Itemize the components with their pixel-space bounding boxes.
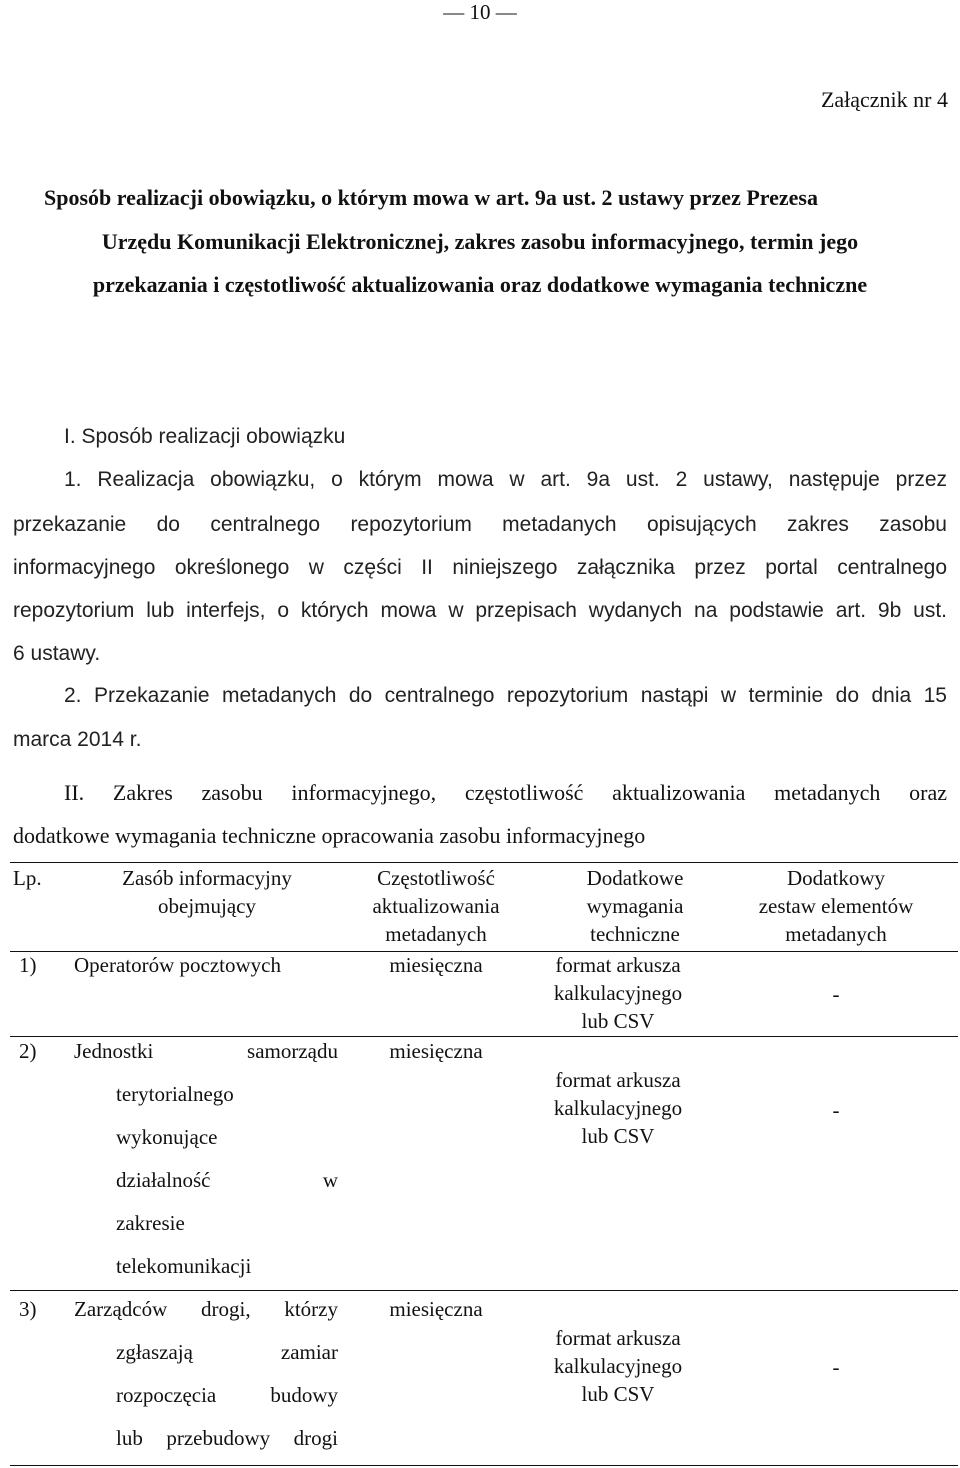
section-1-para-1-line-1: 1. Realizacja obowiązku, o którym mowa w art. 9a ust. 2 ustawy, następuje przez <box>64 468 947 491</box>
header-lp: Lp. <box>13 866 42 890</box>
section-2-heading-line-1: II. Zakres zasobu informacyjnego, częstotliwość aktualizowania metadanych oraz <box>64 780 947 805</box>
section-1-heading: I. Sposób realizacji obowiązku <box>64 425 346 448</box>
row-1-elements: - <box>832 982 840 1006</box>
row-3-requirements: format arkusza kalkulacyjnego lub CSV <box>553 1326 683 1406</box>
section-1-para-1-line-4: repozytorium lub interfejs, o których mowa w przepisach wydanych na podstawie art. 9b ust. <box>13 599 947 622</box>
header-elements: Dodatkowy zestaw elementów metadanych <box>758 866 914 946</box>
header-requirements: Dodatkowe wymagania techniczne <box>586 866 684 946</box>
section-1-para-2-line-2: marca 2014 r. <box>13 728 142 751</box>
section-1-para-1-line-5: 6 ustawy. <box>13 642 101 665</box>
row-1-frequency: miesięczna <box>389 953 483 977</box>
row-3-resource-cont: zgłaszają zamiar rozpoczęcia budowy lub przebudowy drogi <box>116 1340 338 1450</box>
row-3-lp: 3) <box>19 1297 37 1321</box>
row-1-resource: Operatorów pocztowych <box>74 953 282 977</box>
row-3-elements: - <box>832 1355 840 1379</box>
document-title-line-2: Urzędu Komunikacji Elektronicznej, zakres zasobu informacyjnego, termin jego <box>101 229 859 254</box>
row-2-resource-cont: terytorialnego wykonujące działalność w zakresie telekomunikacji <box>116 1082 338 1278</box>
row-2-resource: Jednostki samorządu <box>74 1039 338 1063</box>
row-2-frequency: miesięczna <box>389 1039 483 1063</box>
table-rule-top <box>10 862 958 863</box>
header-frequency: Częstotliwość aktualizowania metadanych <box>372 866 500 946</box>
section-1-para-1-line-2: przekazanie do centralnego repozytorium metadanych opisujących zakres zasobu <box>13 513 947 536</box>
annex-label: Załącznik nr 4 <box>820 87 948 112</box>
row-2-requirements: format arkusza kalkulacyjnego lub CSV <box>553 1068 683 1148</box>
row-3-resource: Zarządców drogi, którzy <box>74 1297 338 1321</box>
row-3-frequency: miesięczna <box>389 1297 483 1321</box>
row-1-lp: 1) <box>19 953 37 977</box>
section-1-para-2-line-1: 2. Przekazanie metadanych do centralnego repozytorium nastąpi w terminie do dnia 15 <box>64 684 947 707</box>
header-resource: Zasób informacyjny obejmujący <box>122 866 292 918</box>
section-2-heading-line-2: dodatkowe wymagania techniczne opracowania zasobu informacyjnego <box>13 823 646 848</box>
row-2-lp: 2) <box>19 1039 37 1063</box>
row-1-requirements: format arkusza kalkulacyjnego lub CSV <box>553 953 683 1033</box>
section-1-para-1-line-3: informacyjnego określonego w części II niniejszego załącznika przez portal centralnego <box>13 556 947 579</box>
page-number: — 10 — <box>443 0 517 24</box>
document-title-line-3: przekazania i częstotliwość aktualizowania oraz dodatkowe wymagania techniczne <box>92 272 868 297</box>
document-title-line-1: Sposób realizacji obowiązku, o którym mowa w art. 9a ust. 2 ustawy przez Prezesa <box>44 185 818 210</box>
row-2-elements: - <box>832 1098 840 1122</box>
